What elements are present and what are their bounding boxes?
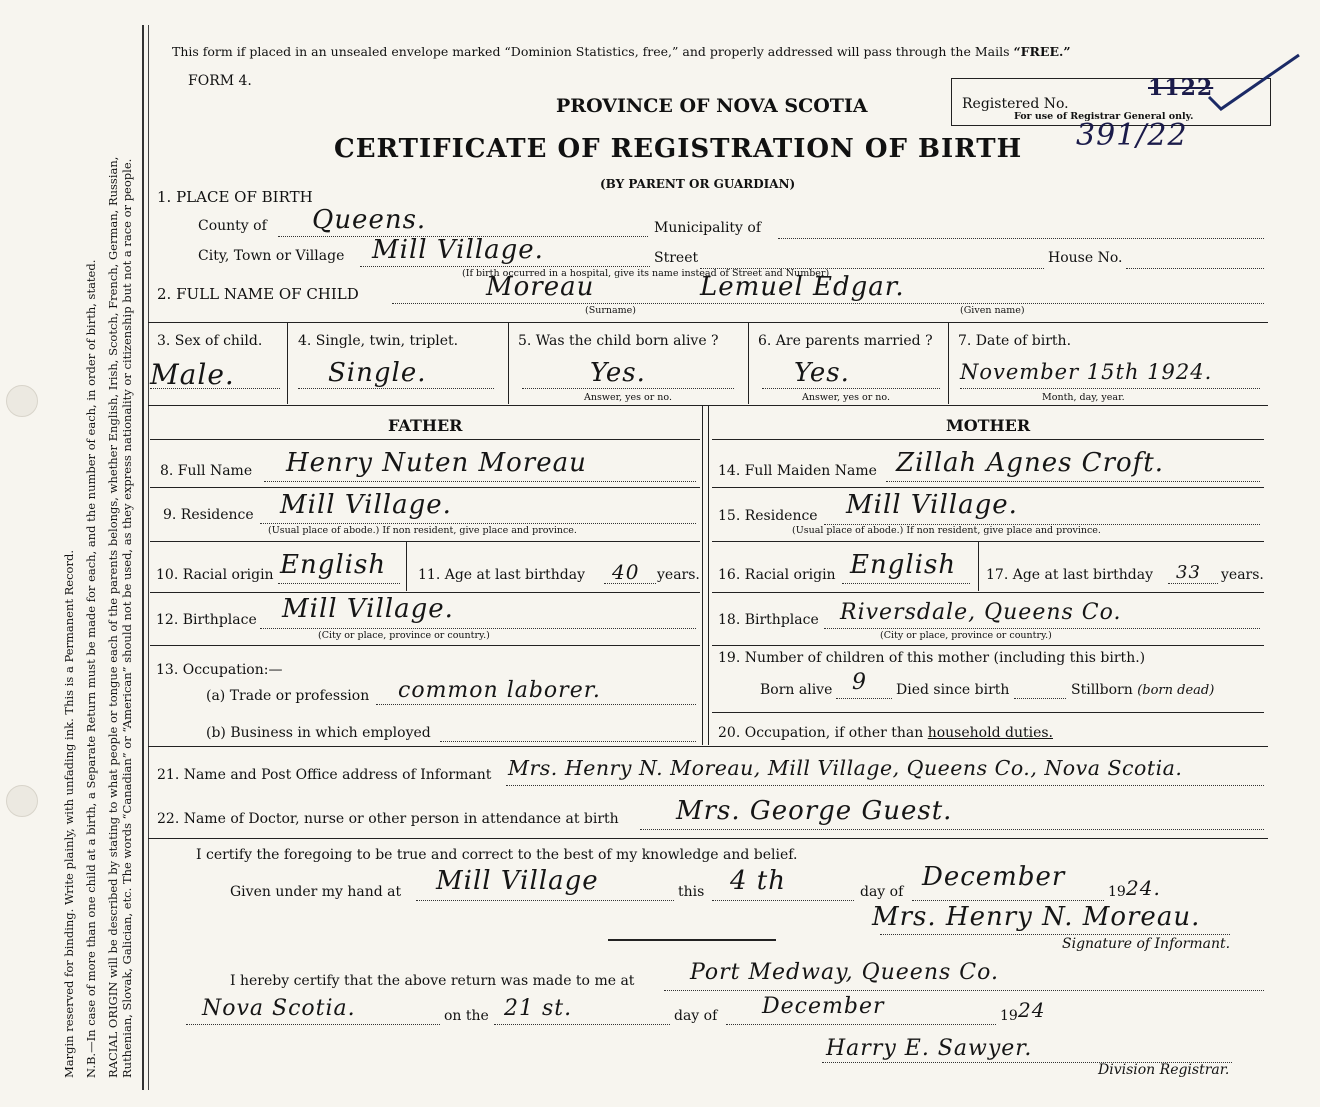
divider-3-4 xyxy=(287,322,288,404)
city-value: Mill Village. xyxy=(372,235,544,265)
given-under-hand-label: Given under my hand at xyxy=(230,884,402,900)
informant-value: Mrs. Henry N. Moreau, Mill Village, Queens Co., Nova Scotia. xyxy=(508,756,1183,780)
informant-line xyxy=(506,785,1264,786)
father-heading: FATHER xyxy=(388,416,463,435)
mother-birthplace-value: Riversdale, Queens Co. xyxy=(840,600,1122,625)
father-racial-line xyxy=(278,583,400,584)
margin-rule-inner xyxy=(148,25,149,1090)
given-day-line xyxy=(712,900,854,901)
mother-age-line xyxy=(1168,583,1218,584)
given-month-line xyxy=(912,900,1104,901)
stillborn-caption: (born dead) xyxy=(1137,683,1215,698)
mother-name-line xyxy=(886,481,1260,482)
mother-residence-value: Mill Village. xyxy=(846,490,1018,520)
father-age-value: 40 xyxy=(612,560,640,584)
mother-rule-6 xyxy=(712,712,1264,713)
father-name-label: 8. Full Name xyxy=(160,463,253,479)
father-rule-1 xyxy=(150,439,700,440)
this-label: this xyxy=(678,884,705,900)
registrar-place-value: Port Medway, Queens Co. xyxy=(690,960,999,985)
registrar-place-line-2 xyxy=(186,1024,440,1025)
divider-6-7 xyxy=(948,322,949,404)
child-surname-value: Moreau xyxy=(486,272,595,302)
registrar-month-line xyxy=(726,1024,996,1025)
father-name-line xyxy=(264,481,696,482)
father-occupation-label: 13. Occupation:— xyxy=(156,662,283,678)
registrar-place-line xyxy=(664,990,1264,991)
checkmark-icon xyxy=(1207,53,1302,113)
children-died-label: Died since birth xyxy=(896,682,1010,698)
father-trade-line xyxy=(376,704,696,705)
doctor-value: Mrs. George Guest. xyxy=(676,796,953,826)
father-trade-label: (a) Trade or profession xyxy=(206,688,370,704)
municipality-line xyxy=(778,238,1264,239)
informant-signature-line xyxy=(880,934,1230,935)
registration-number: 391/22 xyxy=(1076,118,1188,153)
mother-name-value: Zillah Agnes Croft. xyxy=(896,448,1164,478)
rule-before-certification xyxy=(148,838,1268,839)
father-rule-3 xyxy=(150,541,700,542)
on-the-label: on the xyxy=(444,1008,489,1024)
given-day-value: 4 th xyxy=(730,866,786,896)
city-label: City, Town or Village xyxy=(198,248,345,264)
father-racial-age-divider xyxy=(406,541,407,591)
binding-hole-top xyxy=(6,385,38,417)
given-caption: (Given name) xyxy=(960,305,1025,316)
born-alive-caption: Answer, yes or no. xyxy=(584,392,673,403)
children-stillborn-label xyxy=(1071,682,1214,698)
house-no-label: House No. xyxy=(1048,250,1123,266)
street-label: Street xyxy=(654,250,699,266)
margin-note-binding: Margin reserved for binding. Write plainly, with unfading ink. This is a Permanent Record. xyxy=(62,550,76,1078)
married-value: Yes. xyxy=(794,358,850,388)
children-died-line xyxy=(1014,698,1066,699)
mail-notice-free: “FREE.” xyxy=(1013,44,1071,59)
registrar-caption: Division Registrar. xyxy=(1098,1062,1230,1078)
father-trade-value: common laborer. xyxy=(398,678,601,703)
child-name-line xyxy=(392,303,1264,304)
plurality-value: Single. xyxy=(328,358,427,388)
margin-note-racial-origin: RACIAL ORIGIN will be described by stating to what people or tongue each of the parents belongs, whether English, Irish, Scotch, French, German, Russian, xyxy=(106,156,120,1078)
informant-signature: Mrs. Henry N. Moreau. xyxy=(872,902,1201,932)
registered-no-value: 1122 xyxy=(1148,75,1214,101)
mail-notice xyxy=(172,44,1071,59)
father-residence-line xyxy=(260,523,696,524)
signature-stroke xyxy=(608,939,776,941)
mother-racial-value: English xyxy=(850,550,957,580)
father-age-label: 11. Age at last birthday xyxy=(418,567,586,583)
mother-birthplace-label: 18. Birthplace xyxy=(718,612,819,628)
married-caption: Answer, yes or no. xyxy=(802,392,891,403)
stillborn-text: Stillborn xyxy=(1071,682,1133,698)
rule-after-parents xyxy=(148,746,1268,747)
married-label: 6. Are parents married ? xyxy=(758,333,933,349)
mother-birthplace-caption: (City or place, province or country.) xyxy=(880,630,1052,641)
registrar-place-value-2: Nova Scotia. xyxy=(202,996,356,1021)
father-rule-4 xyxy=(150,592,700,593)
sex-line xyxy=(150,388,280,389)
mother-racial-age-divider xyxy=(978,541,979,591)
county-value: Queens. xyxy=(312,205,427,235)
doctor-label: 22. Name of Doctor, nurse or other person in attendance at birth xyxy=(157,811,619,827)
registrar-certify-text: I hereby certify that the above return was made to me at xyxy=(230,973,635,989)
rule-before-details xyxy=(148,322,1268,323)
mother-occupation-prefix: 20. Occupation, if other than xyxy=(718,725,924,741)
mother-name-label: 14. Full Maiden Name xyxy=(718,463,877,479)
informant-signature-caption: Signature of Informant. xyxy=(1062,936,1231,952)
given-year-value: 24. xyxy=(1126,876,1161,900)
mother-age-label: 17. Age at last birthday xyxy=(986,567,1154,583)
father-residence-label: 9. Residence xyxy=(163,507,254,523)
mother-age-value: 33 xyxy=(1176,562,1201,583)
municipality-label: Municipality of xyxy=(654,220,762,236)
surname-caption: (Surname) xyxy=(585,305,636,316)
province-heading: PROVINCE OF NOVA SCOTIA xyxy=(556,95,868,117)
mother-heading: MOTHER xyxy=(946,416,1031,435)
father-racial-value: English xyxy=(280,550,387,580)
parents-divider-left xyxy=(702,405,703,745)
father-age-line xyxy=(604,583,656,584)
registrar-signature: Harry E. Sawyer. xyxy=(826,1036,1033,1061)
father-birthplace-value: Mill Village. xyxy=(282,594,454,624)
father-residence-caption: (Usual place of abode.) If non resident, give place and province. xyxy=(268,525,577,536)
hospital-note: (If birth occurred in a hospital, give its name instead of Street and Number) xyxy=(462,268,830,279)
dob-caption: Month, day, year. xyxy=(1042,392,1125,403)
county-label: County of xyxy=(198,218,267,234)
mother-birthplace-line xyxy=(824,628,1260,629)
father-business-label: (b) Business in which employed xyxy=(206,725,431,741)
mother-years-label: years. xyxy=(1221,567,1264,583)
certify-text: I certify the foregoing to be true and correct to the best of my knowledge and belief. xyxy=(196,847,798,863)
father-name-value: Henry Nuten Moreau xyxy=(286,448,587,478)
margin-rule-outer xyxy=(142,25,144,1090)
city-line xyxy=(360,266,650,267)
married-line xyxy=(762,388,940,389)
divider-5-6 xyxy=(748,322,749,404)
children-born-alive-label: Born alive xyxy=(760,682,833,698)
father-residence-value: Mill Village. xyxy=(280,490,452,520)
dob-value: November 15th 1924. xyxy=(960,360,1213,384)
mother-rule-3 xyxy=(712,541,1264,542)
registrar-year-prefix: 19 xyxy=(1000,1008,1018,1024)
given-place-line xyxy=(416,900,674,901)
mother-rule-5 xyxy=(712,645,1264,646)
dob-line xyxy=(960,388,1260,389)
mother-occupation-underlined: household duties. xyxy=(927,725,1053,741)
registrar-day-of-label: day of xyxy=(674,1008,718,1024)
mother-rule-1 xyxy=(712,439,1264,440)
parents-divider-right xyxy=(708,405,709,745)
children-born-alive-value: 9 xyxy=(852,670,867,695)
doctor-line xyxy=(640,829,1264,830)
mother-residence-label: 15. Residence xyxy=(718,508,818,524)
children-count-label: 19. Number of children of this mother (including this birth.) xyxy=(718,650,1146,666)
mother-occupation-label xyxy=(718,725,1053,741)
mother-residence-caption: (Usual place of abode.) If non resident, give place and province. xyxy=(792,525,1101,536)
given-year-prefix: 19 xyxy=(1108,884,1126,900)
father-racial-label: 10. Racial origin xyxy=(156,567,274,583)
mail-notice-text: This form if placed in an unsealed envelope marked “Dominion Statistics, free,” and properly addressed will pass through the Mails xyxy=(172,44,1010,59)
registrar-day-line xyxy=(494,1024,670,1025)
registered-no-note: For use of Registrar General only. xyxy=(1014,111,1194,122)
plurality-label: 4. Single, twin, triplet. xyxy=(298,333,459,349)
day-of-label: day of xyxy=(860,884,904,900)
father-birthplace-line xyxy=(260,628,696,629)
born-alive-value: Yes. xyxy=(590,358,646,388)
dob-label: 7. Date of birth. xyxy=(958,333,1072,349)
form-number: FORM 4. xyxy=(188,73,252,89)
father-rule-5 xyxy=(150,645,700,646)
children-born-alive-line xyxy=(836,698,892,699)
margin-note-multiple-births: N.B.—In case of more than one child at a birth, a Separate Return must be made for each, and the number of each, in order of birth, stated. xyxy=(84,259,98,1078)
informant-label: 21. Name and Post Office address of Informant xyxy=(157,767,492,783)
given-month-value: December xyxy=(922,862,1066,892)
place-of-birth-label: 1. PLACE OF BIRTH xyxy=(157,188,313,206)
house-no-line xyxy=(1126,268,1264,269)
father-birthplace-label: 12. Birthplace xyxy=(156,612,257,628)
certificate-subtitle: (BY PARENT OR GUARDIAN) xyxy=(600,177,796,191)
born-alive-line xyxy=(522,388,734,389)
mother-racial-label: 16. Racial origin xyxy=(718,567,836,583)
mother-rule-4 xyxy=(712,592,1264,593)
born-alive-label: 5. Was the child born alive ? xyxy=(518,333,719,349)
divider-4-5 xyxy=(508,322,509,404)
father-birthplace-caption: (City or place, province or country.) xyxy=(318,630,490,641)
certificate-title: CERTIFICATE OF REGISTRATION OF BIRTH xyxy=(334,134,1023,164)
father-business-line xyxy=(440,741,696,742)
margin-note-racial-origin-cont: Ruthenian, Slovak, Galician, etc. The words “Canadian” or “American” should not be used, as they express nationality or citizenship but not a race or people. xyxy=(120,158,134,1078)
registrar-year-value: 24 xyxy=(1018,998,1046,1022)
father-years-label: years. xyxy=(657,567,700,583)
sex-label: 3. Sex of child. xyxy=(157,333,263,349)
sex-value: Male. xyxy=(150,358,235,391)
father-rule-2 xyxy=(150,487,700,488)
mother-racial-line xyxy=(842,583,970,584)
child-name-label: 2. FULL NAME OF CHILD xyxy=(157,285,359,303)
given-place-value: Mill Village xyxy=(436,866,599,896)
registered-no-label: Registered No. xyxy=(962,96,1069,112)
child-given-value: Lemuel Edgar. xyxy=(700,272,905,302)
registrar-month-value: December xyxy=(762,994,885,1019)
plurality-line xyxy=(298,388,494,389)
registrar-day-value: 21 st. xyxy=(504,996,573,1021)
mother-rule-2 xyxy=(712,487,1264,488)
binding-hole-bottom xyxy=(6,785,38,817)
